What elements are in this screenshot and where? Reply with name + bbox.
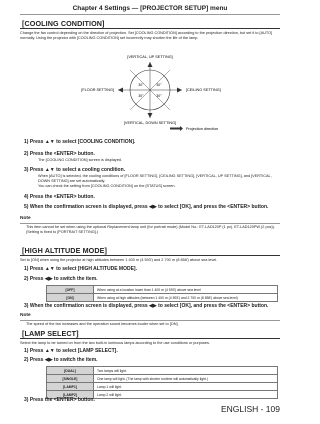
option-key: [SINGLE] [47, 375, 94, 383]
option-key: [DUAL] [47, 367, 94, 375]
option-key: [LAMP1] [47, 383, 94, 391]
step-1: 1) Press ▲▼ to select [LAMP SELECT]. [24, 348, 118, 354]
note-item: The speed of the fan increases and the operation sound becomes louder when set to [ON]. [26, 322, 179, 326]
section-intro: Select the lamp to be turned on from the two built-in luminous lamps according to the use conditions or purposes. [20, 341, 210, 345]
projection-direction-legend: Projection direction [186, 127, 219, 131]
table-row [47, 383, 278, 391]
floor-setting-label: [FLOOR SETTING] [81, 88, 114, 92]
note-divider [20, 320, 280, 321]
table-row [47, 367, 278, 375]
step-3: 3) Press the <ENTER> button. [24, 397, 95, 403]
option-description: Two lamps will light. [94, 367, 278, 375]
step-3-detail-2: You can check the setting from [COOLING CONDITION] on the [STATUS] screen. [38, 184, 176, 188]
step-2: 2) Press ◀▶ to switch the item. [24, 357, 98, 363]
step-3: 3) When the confirmation screen is displayed, press ◀▶ to select [OK], and press the <ENTER> button. [24, 303, 269, 309]
section-intro: Set to [ON] when using the projector at high altitudes between 1 400 m (4 593') and 2 700 m (8 858') above sea level. [20, 258, 218, 262]
table-row [47, 286, 278, 294]
option-description: When using at high altitudes (between 1 400 m (4 593') and 2 700 m (8 858') above sea level) [94, 294, 278, 302]
section-title: [LAMP SELECT] [22, 329, 79, 338]
angle-label: 30° [138, 94, 144, 98]
step-1: 1) Press ▲▼ to select [HIGH ALTITUDE MODE]. [24, 266, 137, 272]
step-4: 4) Press the <ENTER> button. [24, 194, 95, 200]
angle-label: 30° [156, 94, 162, 98]
step-1: 1) Press ▲▼ to select [COOLING CONDITION]. [24, 139, 136, 145]
section-heading-lamp-select [20, 329, 280, 339]
chapter-header: Chapter 4 Settings — [PROJECTOR SETUP] menu [72, 5, 228, 12]
vertical-down-label: [VERTICAL, DOWN SETTING] [123, 121, 177, 125]
angle-label: 30° [138, 83, 144, 87]
note-heading: Note [20, 216, 31, 221]
option-description: Lamp 1 will light. [94, 383, 278, 391]
projection-diagram [0, 0, 300, 140]
option-description: When using at a location lower than 1 400 m (4 593') above sea level [94, 286, 278, 294]
note-divider [20, 223, 280, 224]
note-item: This item cannot be set when using the optional Replacement lamp unit (for portrait mode) (Model No.: ET-LAD120P (1 pc), ET-LAD120PW (2 pcs)). (Setting is fixed to [PORTRAIT SETTING].) [26, 225, 275, 234]
page-number: ENGLISH - 109 [220, 404, 280, 414]
section-title: [HIGH ALTITUDE MODE] [22, 246, 108, 255]
step-2-detail: The [COOLING CONDITION] screen is displayed. [38, 158, 122, 162]
option-description: One lamp will light. (The lamp with shorter runtime will automatically light.) [94, 375, 278, 383]
section-intro: Change the fan control depending on the direction of projection. Set [COOLING CONDITION] according to the projection direction, but set it to [AUTO] normally. Using the projector with [COOLING CONDITION] set incorrectly may shorten the life of the lamp. [20, 31, 273, 40]
step-2: 2) Press ◀▶ to switch the item. [24, 276, 98, 282]
step-3-detail: When [AUTO] is selected, the cooling conditions of [FLOOR SETTING], [CEILING SETTING], [VERTICAL, UP SETTING], and [VERTICAL, DOWN SETTING] are set automatically. [38, 174, 272, 183]
step-5: 5) When the confirmation screen is displayed, press ◀▶ to select [OK], and press the <ENTER> button. [24, 204, 269, 210]
table-row [47, 294, 278, 302]
option-key: [LAMP2] [47, 391, 94, 399]
option-key: [OFF] [47, 286, 94, 294]
step-3: 3) Press ▲▼ to select a cooling condition. [24, 167, 126, 173]
angle-label: 30° [156, 83, 162, 87]
altitude-options-table [46, 285, 278, 302]
note-heading: Note [20, 313, 31, 318]
step-2: 2) Press the <ENTER> button. [24, 151, 95, 157]
vertical-up-label: [VERTICAL, UP SETTING] [127, 55, 173, 59]
ceiling-setting-label: [CEILING SETTING] [186, 88, 221, 92]
option-description: Lamp 2 will light. [94, 391, 278, 399]
option-key: [ON] [47, 294, 94, 302]
section-heading-high-altitude [20, 246, 280, 256]
section-title: [COOLING CONDITION] [22, 19, 105, 28]
lamp-options-table [46, 366, 278, 399]
table-row [47, 375, 278, 383]
